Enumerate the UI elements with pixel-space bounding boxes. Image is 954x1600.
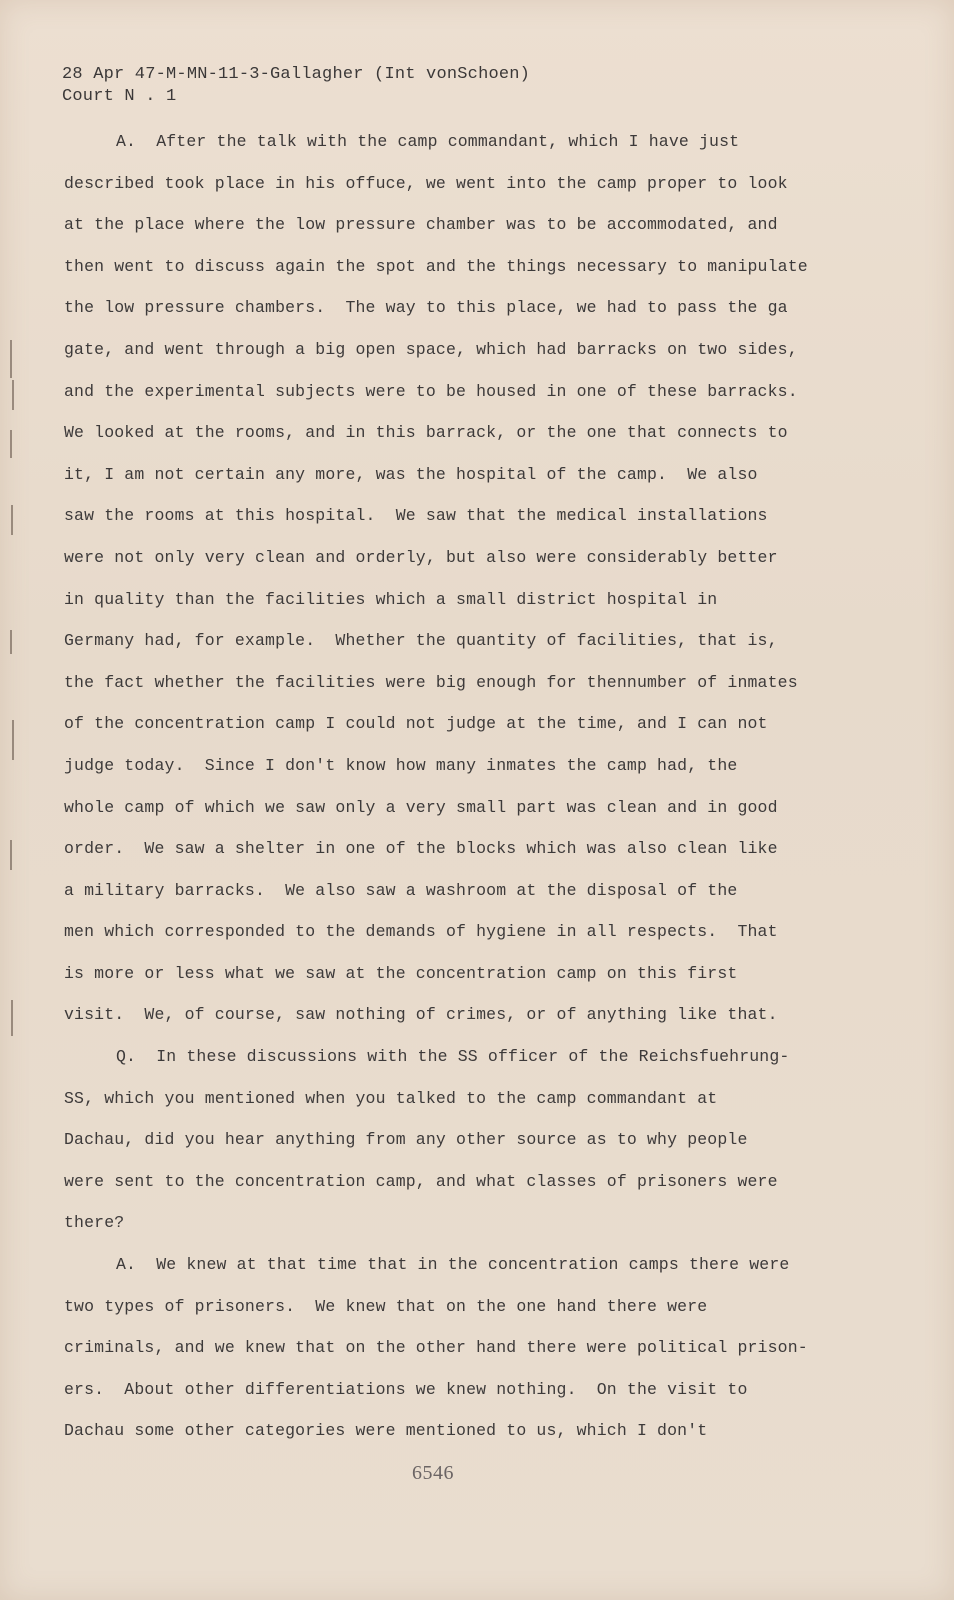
header-line-2: Court N . 1: [62, 87, 177, 106]
text-line: and the experimental subjects were to be housed in one of these barracks.: [64, 381, 798, 401]
text-line: two types of prisoners. We knew that on the one hand there were: [64, 1296, 708, 1316]
text-line: gate, and went through a big open space, which had barracks on two sides,: [64, 339, 798, 359]
text-line: men which corresponded to the demands of hygiene in all respects. That: [64, 922, 778, 942]
text-line: a military barracks. We also saw a washroom at the disposal of the: [64, 880, 738, 900]
text-line: SS, which you mentioned when you talked to the camp commandant at: [64, 1088, 718, 1108]
text-line: there?: [64, 1213, 125, 1233]
text-line: in quality than the facilities which a small district hospital in: [64, 589, 718, 609]
text-line: A. After the talk with the camp commandant, which I have just: [116, 132, 740, 151]
text-line: ers. About other differentiations we knew nothing. On the visit to: [64, 1379, 748, 1399]
text-line: is more or less what we saw at the concentration camp on this first: [64, 963, 738, 983]
text-line: it, I am not certain any more, was the hospital of the camp. We also: [64, 464, 758, 484]
text-line: described took place in his offuce, we went into the camp proper to look: [64, 173, 788, 193]
transcript-body: [64, 121, 824, 1452]
text-line: were not only very clean and orderly, but also were considerably better: [64, 547, 778, 567]
text-line: order. We saw a shelter in one of the blocks which was also clean like: [64, 839, 778, 859]
text-line: A. We knew at that time that in the concentration camps there were: [116, 1255, 790, 1275]
text-line: Q. In these discussions with the SS officer of the Reichsfuehrung-: [116, 1047, 790, 1067]
text-line: of the concentration camp I could not judge at the time, and I can not: [64, 714, 768, 734]
text-line: criminals, and we knew that on the other hand there were political prison-: [64, 1338, 808, 1358]
document-header: [62, 64, 530, 108]
text-line: visit. We, of course, saw nothing of crimes, or of anything like that.: [64, 1005, 778, 1025]
text-line: then went to discuss again the spot and the things necessary to manipulate: [64, 256, 808, 276]
text-line: Dachau some other categories were mentioned to us, which I don't: [64, 1421, 708, 1441]
page-number: 6546: [412, 1462, 454, 1484]
page-edge-marks: [6, 300, 20, 1120]
text-line: were sent to the concentration camp, and what classes of prisoners were: [64, 1171, 778, 1191]
text-line: judge today. Since I don't know how many inmates the camp had, the: [64, 755, 738, 775]
text-line: saw the rooms at this hospital. We saw that the medical installations: [64, 506, 768, 526]
text-line: whole camp of which we saw only a very small part was clean and in good: [64, 797, 778, 817]
text-line: the low pressure chambers. The way to this place, we had to pass the ga: [64, 298, 788, 318]
text-line: at the place where the low pressure chamber was to be accommodated, and: [64, 215, 778, 235]
text-line: Dachau, did you hear anything from any other source as to why people: [64, 1130, 748, 1150]
text-line: We looked at the rooms, and in this barrack, or the one that connects to: [64, 423, 788, 443]
text-line: Germany had, for example. Whether the quantity of facilities, that is,: [64, 631, 778, 651]
header-line-1: 28 Apr 47-M-MN-11-3-Gallagher (Int vonSchoen): [62, 65, 531, 84]
text-line: the fact whether the facilities were big enough for thennumber of inmates: [64, 672, 798, 692]
